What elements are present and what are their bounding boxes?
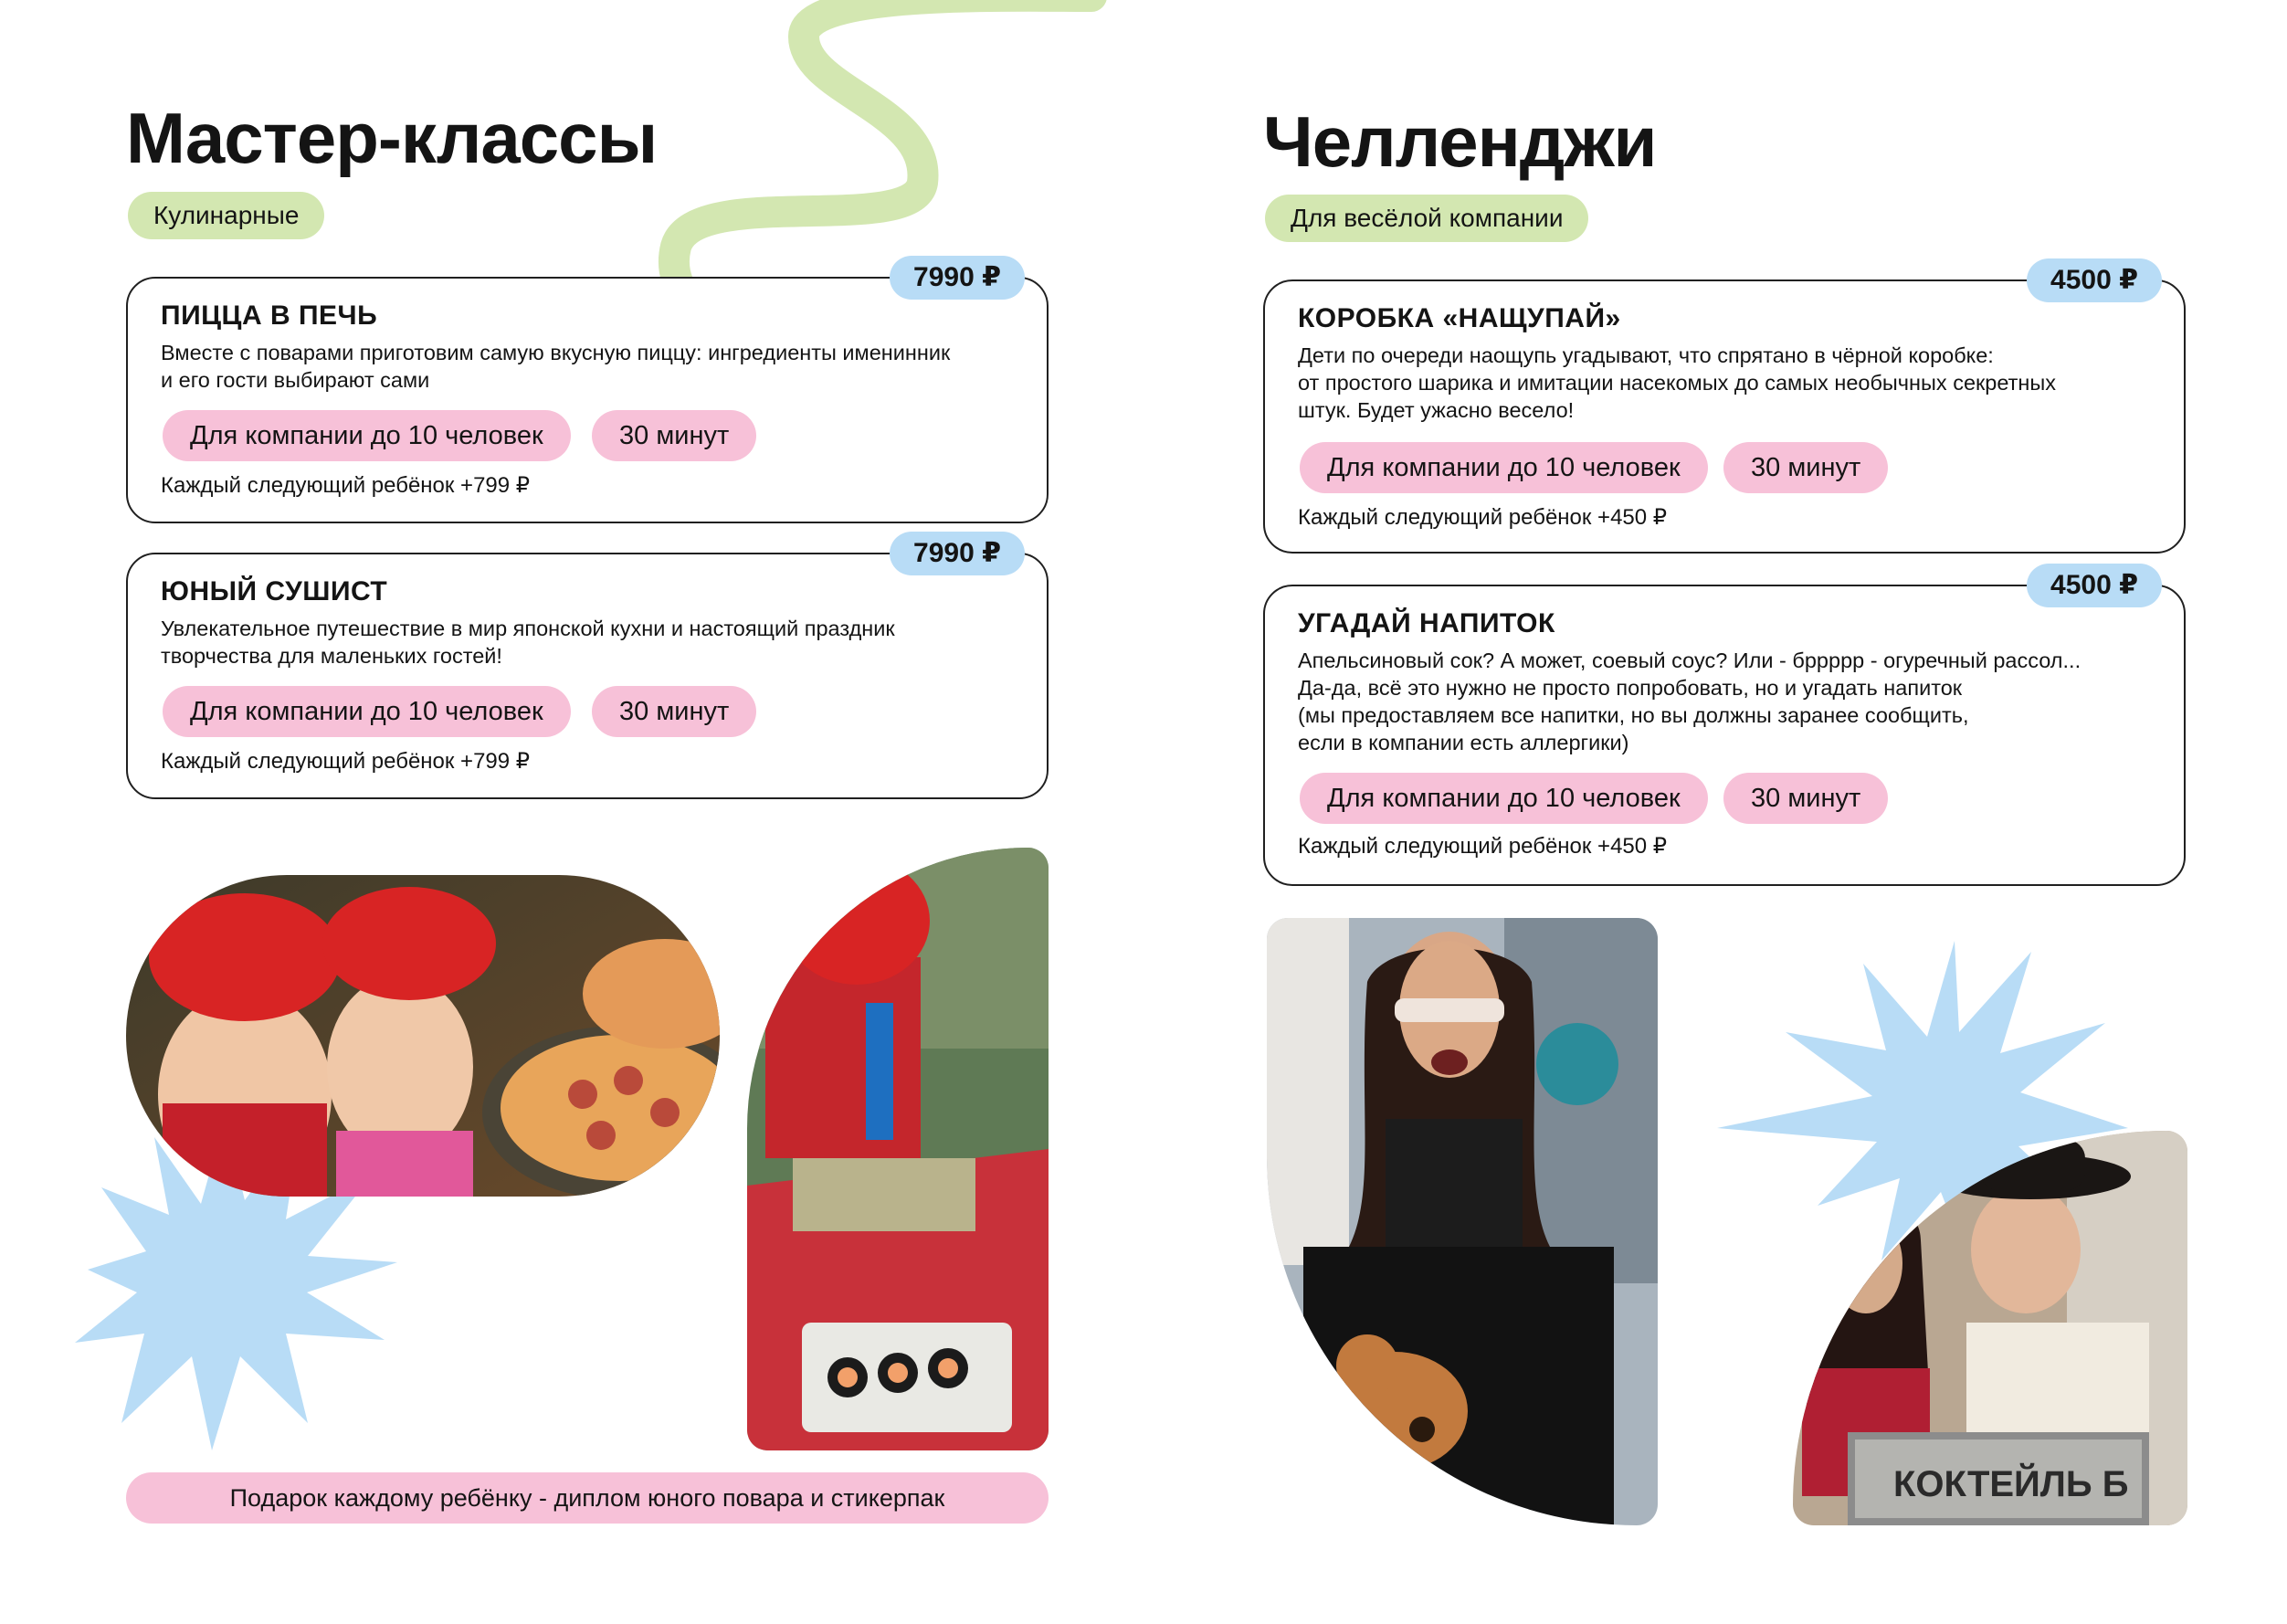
extra-child-price: Каждый следующий ребёнок +799 ₽	[161, 749, 531, 774]
card-description: Апельсиновый сок? А может, соевый соус? Или - бррррр - огуречный рассол... Да-да, всё это нужно не просто попробовать, но и угадать напиток (мы предоставляем все напитки, но вы должны заранее сообщить, если в компании есть аллергики)	[1298, 649, 2081, 754]
offer-card-sushi[interactable]	[126, 538, 1049, 799]
offer-card-guess-drink[interactable]	[1263, 570, 2186, 886]
card-title: УГАДАЙ НАПИТОК	[1298, 608, 1555, 638]
duration-pill: 30 минут	[592, 410, 756, 461]
photo-kids-chef-hats-pizza	[126, 875, 720, 1197]
price-badge: 4500 ₽	[2027, 564, 2162, 607]
offer-card-feel-box[interactable]	[1263, 265, 2186, 554]
card-description: Вместе с поварами приготовим самую вкусную пиццу: ингредиенты именинник и его гости выбирают сами	[161, 341, 951, 392]
group-size-pill: Для компании до 10 человек	[163, 410, 571, 461]
price-badge: 7990 ₽	[890, 256, 1025, 300]
section-heading: Мастер-классы	[126, 98, 658, 178]
card-description: Дети по очереди наощупь угадывают, что спрятано в чёрной коробке: от простого шарика и имитации насекомых до самых необычных секретных штук. Будет ужасно весело!	[1298, 343, 2057, 422]
box-sign-text: КОКТЕЙЛЬ Б	[1893, 1464, 2129, 1504]
extra-child-price: Каждый следующий ребёнок +450 ₽	[1298, 834, 1668, 859]
gift-banner: Подарок каждому ребёнку - диплом юного повара и стикерпак	[126, 1472, 1049, 1524]
duration-pill: 30 минут	[1723, 442, 1888, 493]
duration-pill: 30 минут	[592, 686, 756, 737]
card-title: ПИЦЦА В ПЕЧЬ	[161, 301, 378, 331]
extra-child-price: Каждый следующий ребёнок +450 ₽	[1298, 505, 1668, 530]
card-title: ЮНЫЙ СУШИСТ	[161, 576, 388, 606]
category-tag: Для весёлой компании	[1265, 195, 1588, 242]
card-title: КОРОБКА «НАЩУПАЙ»	[1298, 303, 1621, 333]
section-heading: Челленджи	[1263, 101, 1657, 182]
offer-card-pizza[interactable]	[126, 262, 1049, 523]
group-size-pill: Для компании до 10 человек	[163, 686, 571, 737]
group-size-pill: Для компании до 10 человек	[1300, 442, 1708, 493]
extra-child-price: Каждый следующий ребёнок +799 ₽	[161, 473, 531, 498]
group-size-pill: Для компании до 10 человек	[1300, 773, 1708, 824]
category-tag: Кулинарные	[128, 192, 324, 239]
card-description: Увлекательное путешествие в мир японской кухни и настоящий праздник творчества для маленьких гостей!	[161, 617, 895, 668]
price-badge: 7990 ₽	[890, 532, 1025, 575]
duration-pill: 30 минут	[1723, 773, 1888, 824]
price-badge: 4500 ₽	[2027, 258, 2162, 302]
